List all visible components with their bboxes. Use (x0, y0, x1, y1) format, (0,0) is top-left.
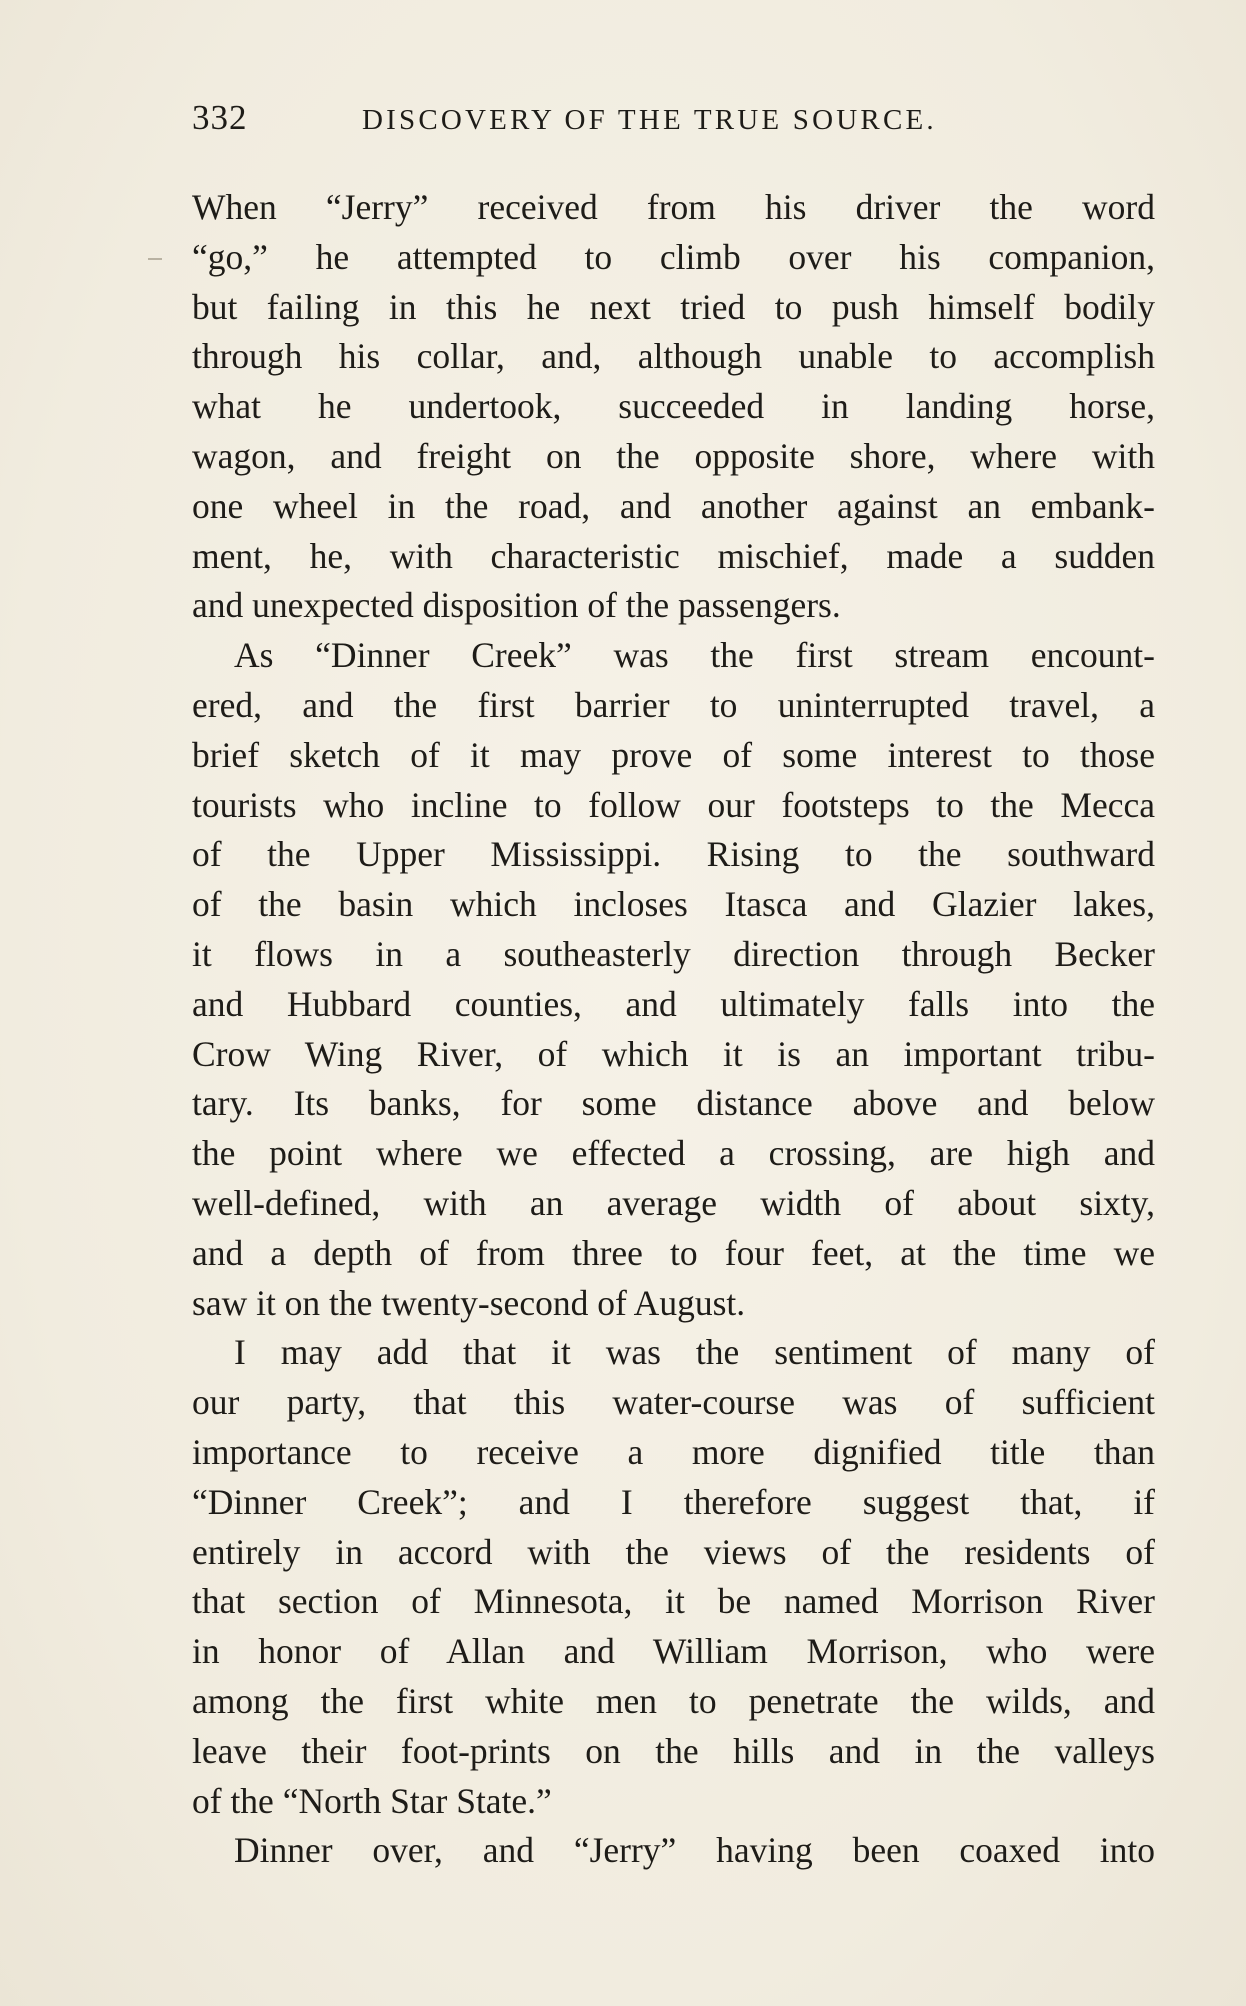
text-line: of the “North Star State.” (192, 1780, 552, 1821)
text-line: of the basin which incloses Itasca and Glazier lakes, (192, 884, 1155, 925)
text-line: it flows in a southeasterly direction through Becker (192, 933, 1155, 974)
text-line: and Hubbard counties, and ultimately falls into the (192, 983, 1155, 1024)
text-line: saw it on the twenty-second of August. (192, 1282, 746, 1323)
text-line: through his collar, and, although unable to accomplish (192, 336, 1155, 377)
text-line: Crow Wing River, of which it is an important tribu- (192, 1033, 1155, 1074)
text-line: what he undertook, succeeded in landing horse, (192, 386, 1155, 427)
text-line: but failing in this he next tried to push himself bodily (192, 286, 1155, 327)
text-line: the point where we effected a crossing, are high and (192, 1133, 1155, 1174)
running-title: DISCOVERY OF THE TRUE SOURCE. (362, 104, 937, 136)
text-line: I may add that it was the sentiment of many of (234, 1332, 1155, 1373)
text-line: among the first white men to penetrate the wilds, and (192, 1680, 1155, 1721)
text-line: ered, and the first barrier to uninterrupted travel, a (192, 684, 1155, 725)
margin-mark (148, 258, 162, 260)
text-line: importance to receive a more dignified title than (192, 1431, 1155, 1472)
text-line: ment, he, with characteristic mischief, made a sudden (192, 535, 1155, 576)
text-line: brief sketch of it may prove of some interest to those (192, 734, 1155, 775)
text-line: tourists who incline to follow our footsteps to the Mecca (192, 784, 1155, 825)
text-line: one wheel in the road, and another against an embank- (192, 485, 1155, 526)
page-number: 332 (192, 98, 248, 137)
text-line: leave their foot-prints on the hills and in the valleys (192, 1730, 1155, 1771)
text-line: “Dinner Creek”; and I therefore suggest that, if (192, 1481, 1155, 1522)
text-line: and a depth of from three to four feet, at the time we (192, 1232, 1155, 1273)
text-line: “go,” he attempted to climb over his companion, (192, 236, 1155, 277)
text-line: As “Dinner Creek” was the first stream encount- (234, 635, 1155, 676)
text-line: that section of Minnesota, it be named Morrison River (192, 1581, 1155, 1622)
text-line: of the Upper Mississippi. Rising to the southward (192, 834, 1155, 875)
text-line: in honor of Allan and William Morrison, who were (192, 1631, 1155, 1672)
text-line: and unexpected disposition of the passengers. (192, 585, 841, 626)
text-line: entirely in accord with the views of the residents of (192, 1531, 1155, 1572)
text-line: our party, that this water-course was of sufficient (192, 1382, 1155, 1423)
text-line: When “Jerry” received from his driver the word (192, 187, 1155, 227)
text-line: wagon, and freight on the opposite shore, where with (192, 435, 1155, 476)
text-line: Dinner over, and “Jerry” having been coaxed into (234, 1830, 1155, 1871)
text-line: well-defined, with an average width of about sixty, (192, 1182, 1155, 1223)
running-head (192, 98, 1152, 142)
body-text (192, 183, 1155, 1876)
text-line: tary. Its banks, for some distance above and below (192, 1083, 1155, 1124)
